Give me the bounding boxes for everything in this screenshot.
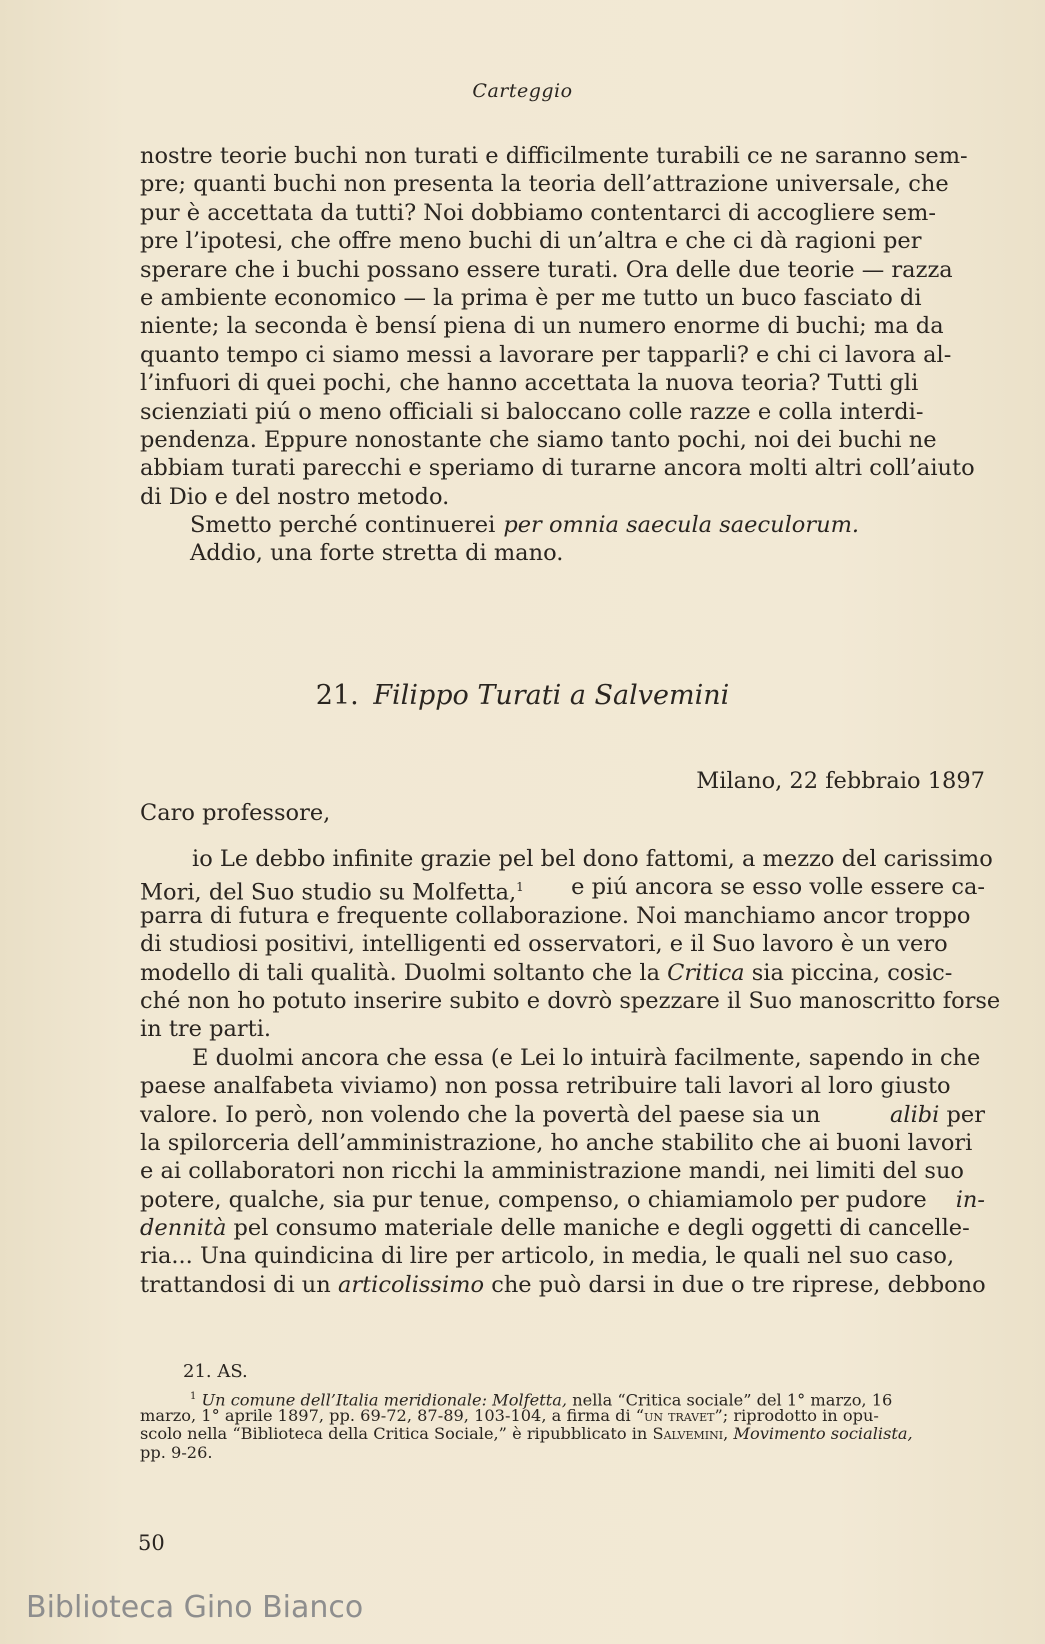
text-run: pre; quanti buchi non presenta la teoria dell’attrazione universale, che [140,171,949,198]
text-run: pur è accettata da tutti? Noi dobbiamo contentarci di accogliere sem- [140,199,936,226]
continued-paragraph [140,142,985,568]
text-run: e ai collaboratori non ricchi la amministrazione mandi, nei limiti del suo [140,1158,964,1185]
text-run: scolo nella “Biblioteca della Critica Sociale,” è ripubblicato in [140,1424,648,1443]
text-run [140,1214,970,1242]
text-run: che può darsi in due o tre riprese, debbono [491,1271,986,1298]
closing-line [140,511,985,539]
salutation: Caro professore, [140,800,331,826]
italic-run: articolissimo [337,1271,485,1298]
text-line [140,1242,985,1270]
smallcaps-run: Salvemini [652,1424,724,1443]
footnote-line [140,1388,985,1410]
text-run: di studiosi positivi, intelligenti ed osservatori, e il Suo lavoro è un vero [140,931,948,958]
text-run: paese analfabeta viviamo) non possa retribuire tali lavori al loro giusto [140,1073,951,1100]
text-line [140,398,985,426]
text-run: abbiam turati parecchi e speriamo di turarne ancora molti altri coll’aiuto [140,455,975,482]
text-line [140,1271,985,1299]
text-line [140,1015,985,1043]
text-line [140,426,985,454]
text-run: nostre teorie buchi non turati e difficilmente turabili ce ne saranno sem- [140,143,968,169]
italic-run: dennità [140,1215,227,1242]
text-run: pendenza. Eppure nonostante che siamo tanto pochi, noi dei buchi ne [140,426,937,453]
text-run: e piú ancora se esso volle essere ca- [571,874,985,901]
text-run: marzo, 1° aprile 1897, pp. 69-72, 87-89, 103-104, a firma di “ [140,1405,645,1425]
dateline: Milano, 22 febbraio 1897 [696,768,985,794]
text-line [140,341,985,369]
text-run: l’infuori di quei pochi, che hanno accettata la nuova teoria? Tutti gli [140,370,919,397]
footnote-ref: 1 [516,880,524,895]
italic-run: alibi [889,1101,940,1128]
text-run: Smetto perché continuerei [190,512,496,539]
text-run: pel consumo materiale delle maniche e degli oggetti di cancelle- [233,1215,970,1242]
text-line [140,1186,985,1214]
text-line [140,959,985,987]
text-line [140,873,985,906]
text-line [140,454,985,482]
letter-number: 21. [315,680,359,711]
text-run: Addio, una forte stretta di mano. [190,540,564,567]
text-run [140,1407,879,1426]
text-line [140,483,985,511]
text-run: potere, qualche, sia pur tenue, compenso, o chiamiamolo per pudore [140,1186,927,1213]
text-line [140,1072,985,1100]
letter-title: Filippo Turati a Salvemini [373,680,730,711]
italic-run: Critica [667,959,745,986]
text-line [140,227,985,255]
text-run: niente; la seconda è bensí piena di un numero enorme di buchi; ma da [140,313,944,340]
text-run: sia piccina, cosic- [751,959,953,986]
text-run: per [946,1101,985,1128]
text-run: valore. Io però, non volendo che la povertà del paese sia un [140,1101,821,1128]
text-line [140,256,985,284]
footnotes [140,1388,985,1462]
text-run: Mori, del Suo studio su Molfetta, [140,879,517,906]
footnote-line [140,1425,985,1444]
text-run [190,1388,893,1410]
letter-body [140,845,1001,1299]
italic-run: Movimento socialista, [733,1424,913,1443]
text-line [140,284,985,312]
text-run: scienziati piú o meno officiali si baloccano colle razze e colla interdi- [140,398,924,425]
text-run [140,873,524,906]
footnote-line [140,1444,985,1463]
text-line [140,1129,985,1157]
text-run: quanto tempo ci siamo messi a lavorare per tapparli? e chi ci lavora al- [140,341,952,368]
text-line [140,312,985,340]
closing-line [140,539,985,567]
running-head: Carteggio [472,80,573,102]
library-watermark: Biblioteca Gino Bianco [26,1590,364,1625]
text-line [140,987,1001,1015]
text-line [140,845,993,873]
text-run: pp. 9-26. [140,1442,213,1462]
text-run: pre l’ipotesi, che offre meno buchi di un’altra e che ci dà ragioni per [140,228,922,255]
text-run: di Dio e del nostro metodo. [140,483,450,510]
text-line [140,1101,985,1129]
footnote-marker: 1 [190,1391,197,1402]
footnote-source: 21. AS. [183,1361,248,1382]
italic-run: per omnia saecula saeculorum. [503,512,860,539]
italic-run: Un comune dell’Italia meridionale: Molfetta, [201,1390,568,1410]
text-run [140,1425,913,1444]
text-run: la spilorceria dell’amministrazione, ho anche stabilito che ai buoni lavori [140,1129,973,1156]
text-run [140,1271,986,1299]
text-run: e ambiente economico — la prima è per me tutto un buco fasciato di [140,284,922,311]
text-run [140,959,952,987]
text-run [890,1101,985,1129]
letter-heading [0,680,1045,711]
smallcaps-run: un travet [644,1405,715,1425]
text-run: ché non ho potuto inserire subito e dovrò spezzare il Suo manoscritto forse [140,987,1001,1014]
text-run: sperare che i buchi possano essere turati. Ora delle due teorie — razza [140,256,953,283]
text-run: parra di futura e frequente collaborazione. Noi manchiamo ancor troppo [140,902,971,929]
text-line [140,170,985,198]
text-line [140,1157,985,1185]
text-run: io Le debbo infinite grazie pel bel dono fattomi, a mezzo del carissimo [192,846,993,872]
text-run: ”; riprodotto in opu- [714,1405,879,1425]
text-run: modello di tali qualità. Duolmi soltanto che la [140,959,661,986]
text-line [140,1214,985,1242]
text-run: ria... Una quindicina di lire per articolo, in media, le quali nel suo caso, [140,1243,955,1270]
italic-run: in- [955,1186,985,1213]
text-line [140,930,985,958]
text-line [140,142,985,170]
text-run: in tre parti. [140,1016,272,1043]
text-line [140,369,985,397]
text-line [140,199,985,227]
text-line [140,902,985,930]
text-run: E duolmi ancora che essa (e Lei lo intuirà facilmente, sapendo in che [192,1044,981,1071]
text-run: nella “Critica sociale” del 1° marzo, 16 [572,1390,893,1410]
footnote-line [140,1407,985,1426]
text-run: trattandosi di un [140,1271,331,1298]
text-run: , [723,1424,729,1443]
page-number: 50 [138,1531,165,1555]
text-line [140,1044,985,1072]
